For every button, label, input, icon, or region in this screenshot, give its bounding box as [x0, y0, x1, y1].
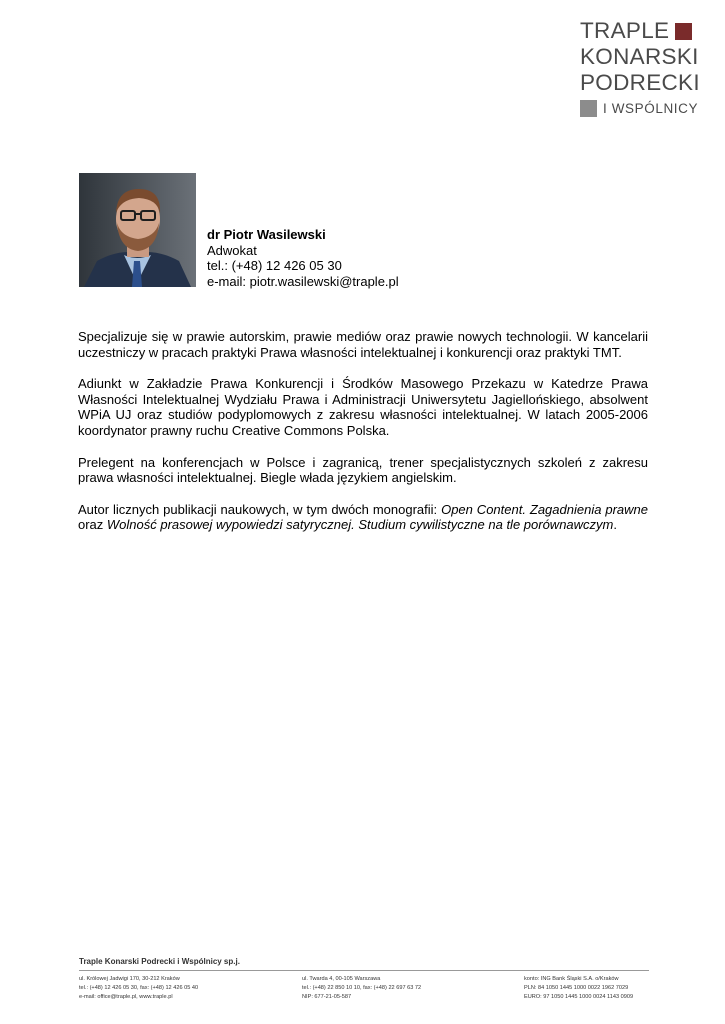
bio-content: [78, 329, 648, 549]
bio-paragraph-4: [78, 502, 648, 533]
logo-line-3: [580, 70, 705, 96]
bio-p4-end: .: [613, 517, 617, 533]
bio-paragraph-1: Specjalizuje się w prawie autorskim, prawie mediów oraz prawie nowych technologii. W kancelarii uczestniczy w pracach praktyki Prawa własności intelektualnej i konkurencji oraz praktyki TMT.: [78, 329, 648, 360]
book-title-2: Wolność prasowej wypowiedzi satyrycznej. Studium cywilistyczne na tle porównawczym: [106, 517, 614, 533]
logo-subtitle-text: I WSPÓLNICY: [603, 101, 699, 116]
footer-krakow-address: [79, 975, 198, 1002]
person-phone: tel.: (+48) 12 426 05 30: [207, 258, 342, 273]
page-footer: [79, 957, 649, 1011]
person-email: e-mail: piotr.wasilewski@traple.pl: [207, 273, 399, 289]
person-title: Adwokat: [207, 242, 257, 258]
contact-block: [207, 227, 399, 289]
book-title-1: Open Content. Zagadnienia prawne: [441, 501, 648, 517]
footer-warsaw-phone: tel.: (+48) 22 850 10 10, fax: (+48) 22 697 63 72: [302, 985, 422, 991]
logo-line-1: [580, 18, 705, 44]
logo-grey-square: [580, 100, 597, 117]
footer-krakow-street: ul. Królowej Jadwigi 170, 30-212 Kraków: [79, 976, 180, 982]
footer-bank-name: konto: ING Bank Śląski S.A. o/Kraków: [524, 976, 619, 982]
bio-paragraph-3: Prelegent na konferencjach w Polsce i zagranicą, trener specjalistycznych szkoleń z zakresu prawa własności intelektualnej. Biegle włada językiem angielskim.: [78, 454, 648, 486]
footer-krakow-email: e-mail: office@traple.pl, www.traple.pl: [79, 994, 173, 1000]
logo-red-square: [675, 23, 692, 40]
footer-warsaw-street: ul. Twarda 4, 00-105 Warszawa: [302, 976, 381, 982]
footer-krakow-phone: tel.: (+48) 12 426 05 30, fax: (+48) 12 426 05 40: [79, 985, 199, 991]
bio-paragraph-2: Adiunkt w Zakładzie Prawa Konkurencji i Środków Masowego Przekazu w Katedrze Prawa Własności Intelektualnej Wydziału Prawa i Administracji Uniwersytetu Jagiellońskiego, absolwent WPiA UJ oraz studiów podyplomowych z zakresu własności intelektualnej. W latach 2005-2006 koordynator prawny ruchu Creative Commons Polska.: [78, 376, 648, 438]
firm-logo: [580, 18, 705, 117]
logo-word-traple: TRAPLE: [580, 18, 670, 43]
footer-warsaw-address: [302, 975, 421, 1002]
logo-word-konarski: KONARSKI: [580, 44, 699, 69]
portrait-illustration: [79, 173, 196, 287]
footer-nip: NIP: 677-21-05-587: [302, 994, 352, 1000]
logo-subtitle: [580, 100, 705, 117]
footer-firm-name: Traple Konarski Podrecki i Wspólnicy sp.j.: [79, 957, 240, 966]
bio-p4-mid: oraz: [78, 517, 107, 533]
footer-account-pln: PLN: 84 1050 1445 1000 0022 1962 7029: [524, 985, 629, 991]
portrait-photo: [79, 173, 196, 287]
person-name: dr Piotr Wasilewski: [207, 227, 326, 242]
footer-bank-account: [524, 975, 633, 1002]
footer-columns: [79, 971, 649, 1011]
logo-line-2: [580, 44, 705, 70]
bio-p4-start: Autor licznych publikacji naukowych, w tym dwóch monografii:: [78, 501, 442, 517]
logo-word-podrecki: PODRECKI: [580, 70, 700, 95]
footer-account-euro: EURO: 97 1050 1445 1000 0024 1143 0909: [524, 994, 634, 1000]
